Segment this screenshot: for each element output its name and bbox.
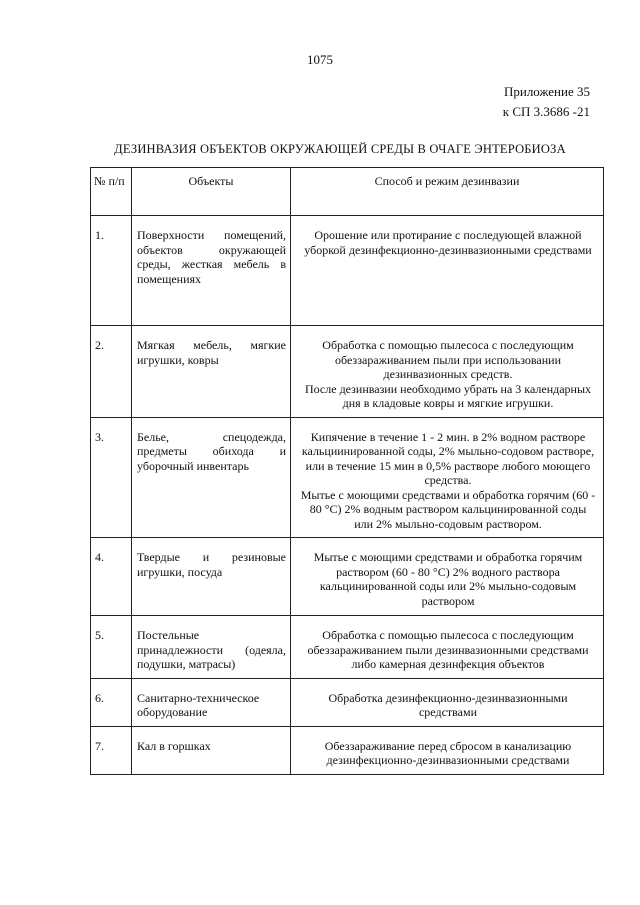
row-number: 5. [91, 616, 132, 679]
row-object: Кал в горшках [132, 726, 291, 774]
appendix-label: Приложение 35 [503, 84, 590, 99]
method-text: После дезинвазии необходимо убрать на 3 календарных дня в кладовые ковры и мягкие игрушки. [304, 381, 592, 410]
row-object: Санитарно-техническое оборудование [132, 678, 291, 726]
row-number: 3. [91, 417, 132, 538]
table-row [91, 726, 604, 774]
method-text: Обеззараживание перед сбросом в канализацию дезинфекционно-дезинвазионными средствами [324, 738, 572, 767]
row-number: 4. [91, 538, 132, 616]
method-text: Орошение или протирание с последующей влажной уборкой дезинфекционно-дезинвазионными средствами [304, 228, 592, 257]
method-text: Мытье с моющими средствами и обработка горячим раствором (60 - 80 °С) 2% водного раствора кальцинированной соды или 2% мыльно-содовым раствором [313, 550, 583, 608]
row-method [291, 326, 604, 418]
table-row [91, 417, 604, 538]
row-method [291, 216, 604, 326]
row-object: Мягкая мебель, мягкие игрушки, ковры [132, 326, 291, 418]
row-object: Твердые и резиновые игрушки, посуда [132, 538, 291, 616]
appendix-document-ref: к СП 3.3686 -21 [502, 104, 590, 119]
method-text: Обработка дезинфекционно-дезинвазионными средствами [328, 690, 568, 719]
header-number: № п/п [91, 168, 132, 216]
row-object: Поверхности помещений, объектов окружающей среды, жесткая мебель в помещениях [132, 216, 291, 326]
header-method: Способ и режим дезинвазии [291, 168, 604, 216]
table-row [91, 326, 604, 418]
row-method [291, 616, 604, 679]
row-number: 1. [91, 216, 132, 326]
row-number: 6. [91, 678, 132, 726]
method-text: Кипячение в течение 1 - 2 мин. в 2% водном растворе кальциинированной соды, 2% мыльно-содовом растворе, или в течение 15 мин в 0,5% растворе любого моющего средства. [301, 429, 595, 487]
table-row [91, 678, 604, 726]
header-objects: Объекты [132, 168, 291, 216]
row-method [291, 726, 604, 774]
table-row [91, 538, 604, 616]
row-method [291, 678, 604, 726]
method-text: Обработка с помощью пылесоса с последующим обеззараживанием пыли дезинвазионными средствами либо камерная дезинфекция объектов [307, 628, 589, 671]
appendix-reference [503, 82, 590, 122]
method-text: Мытье с моющими средствами и обработка горячим (60 - 80 °С) 2% водным раствором кальцинированной соды или 2% мыльно-содовым раствором. [300, 487, 596, 531]
method-text: Обработка с помощью пылесоса с последующим обеззараживанием пыли при использовании дезинвазионных средств. [322, 338, 574, 381]
row-number: 7. [91, 726, 132, 774]
table-row [91, 216, 604, 326]
page-number: 1075 [307, 52, 333, 67]
row-number: 2. [91, 326, 132, 418]
disinvasion-table [90, 167, 604, 775]
document-title: ДЕЗИНВАЗИЯ ОБЪЕКТОВ ОКРУЖАЮЩЕЙ СРЕДЫ В ОЧАГЕ ЭНТЕРОБИОЗА [114, 142, 566, 156]
table-row [91, 616, 604, 679]
row-method [291, 538, 604, 616]
row-object: Постельные принадлежности (одеяла, подушки, матрасы) [132, 616, 291, 679]
row-method [291, 417, 604, 538]
table-header-row [91, 168, 604, 216]
row-object: Белье, спецодежда, предметы обихода и уборочный инвентарь [132, 417, 291, 538]
